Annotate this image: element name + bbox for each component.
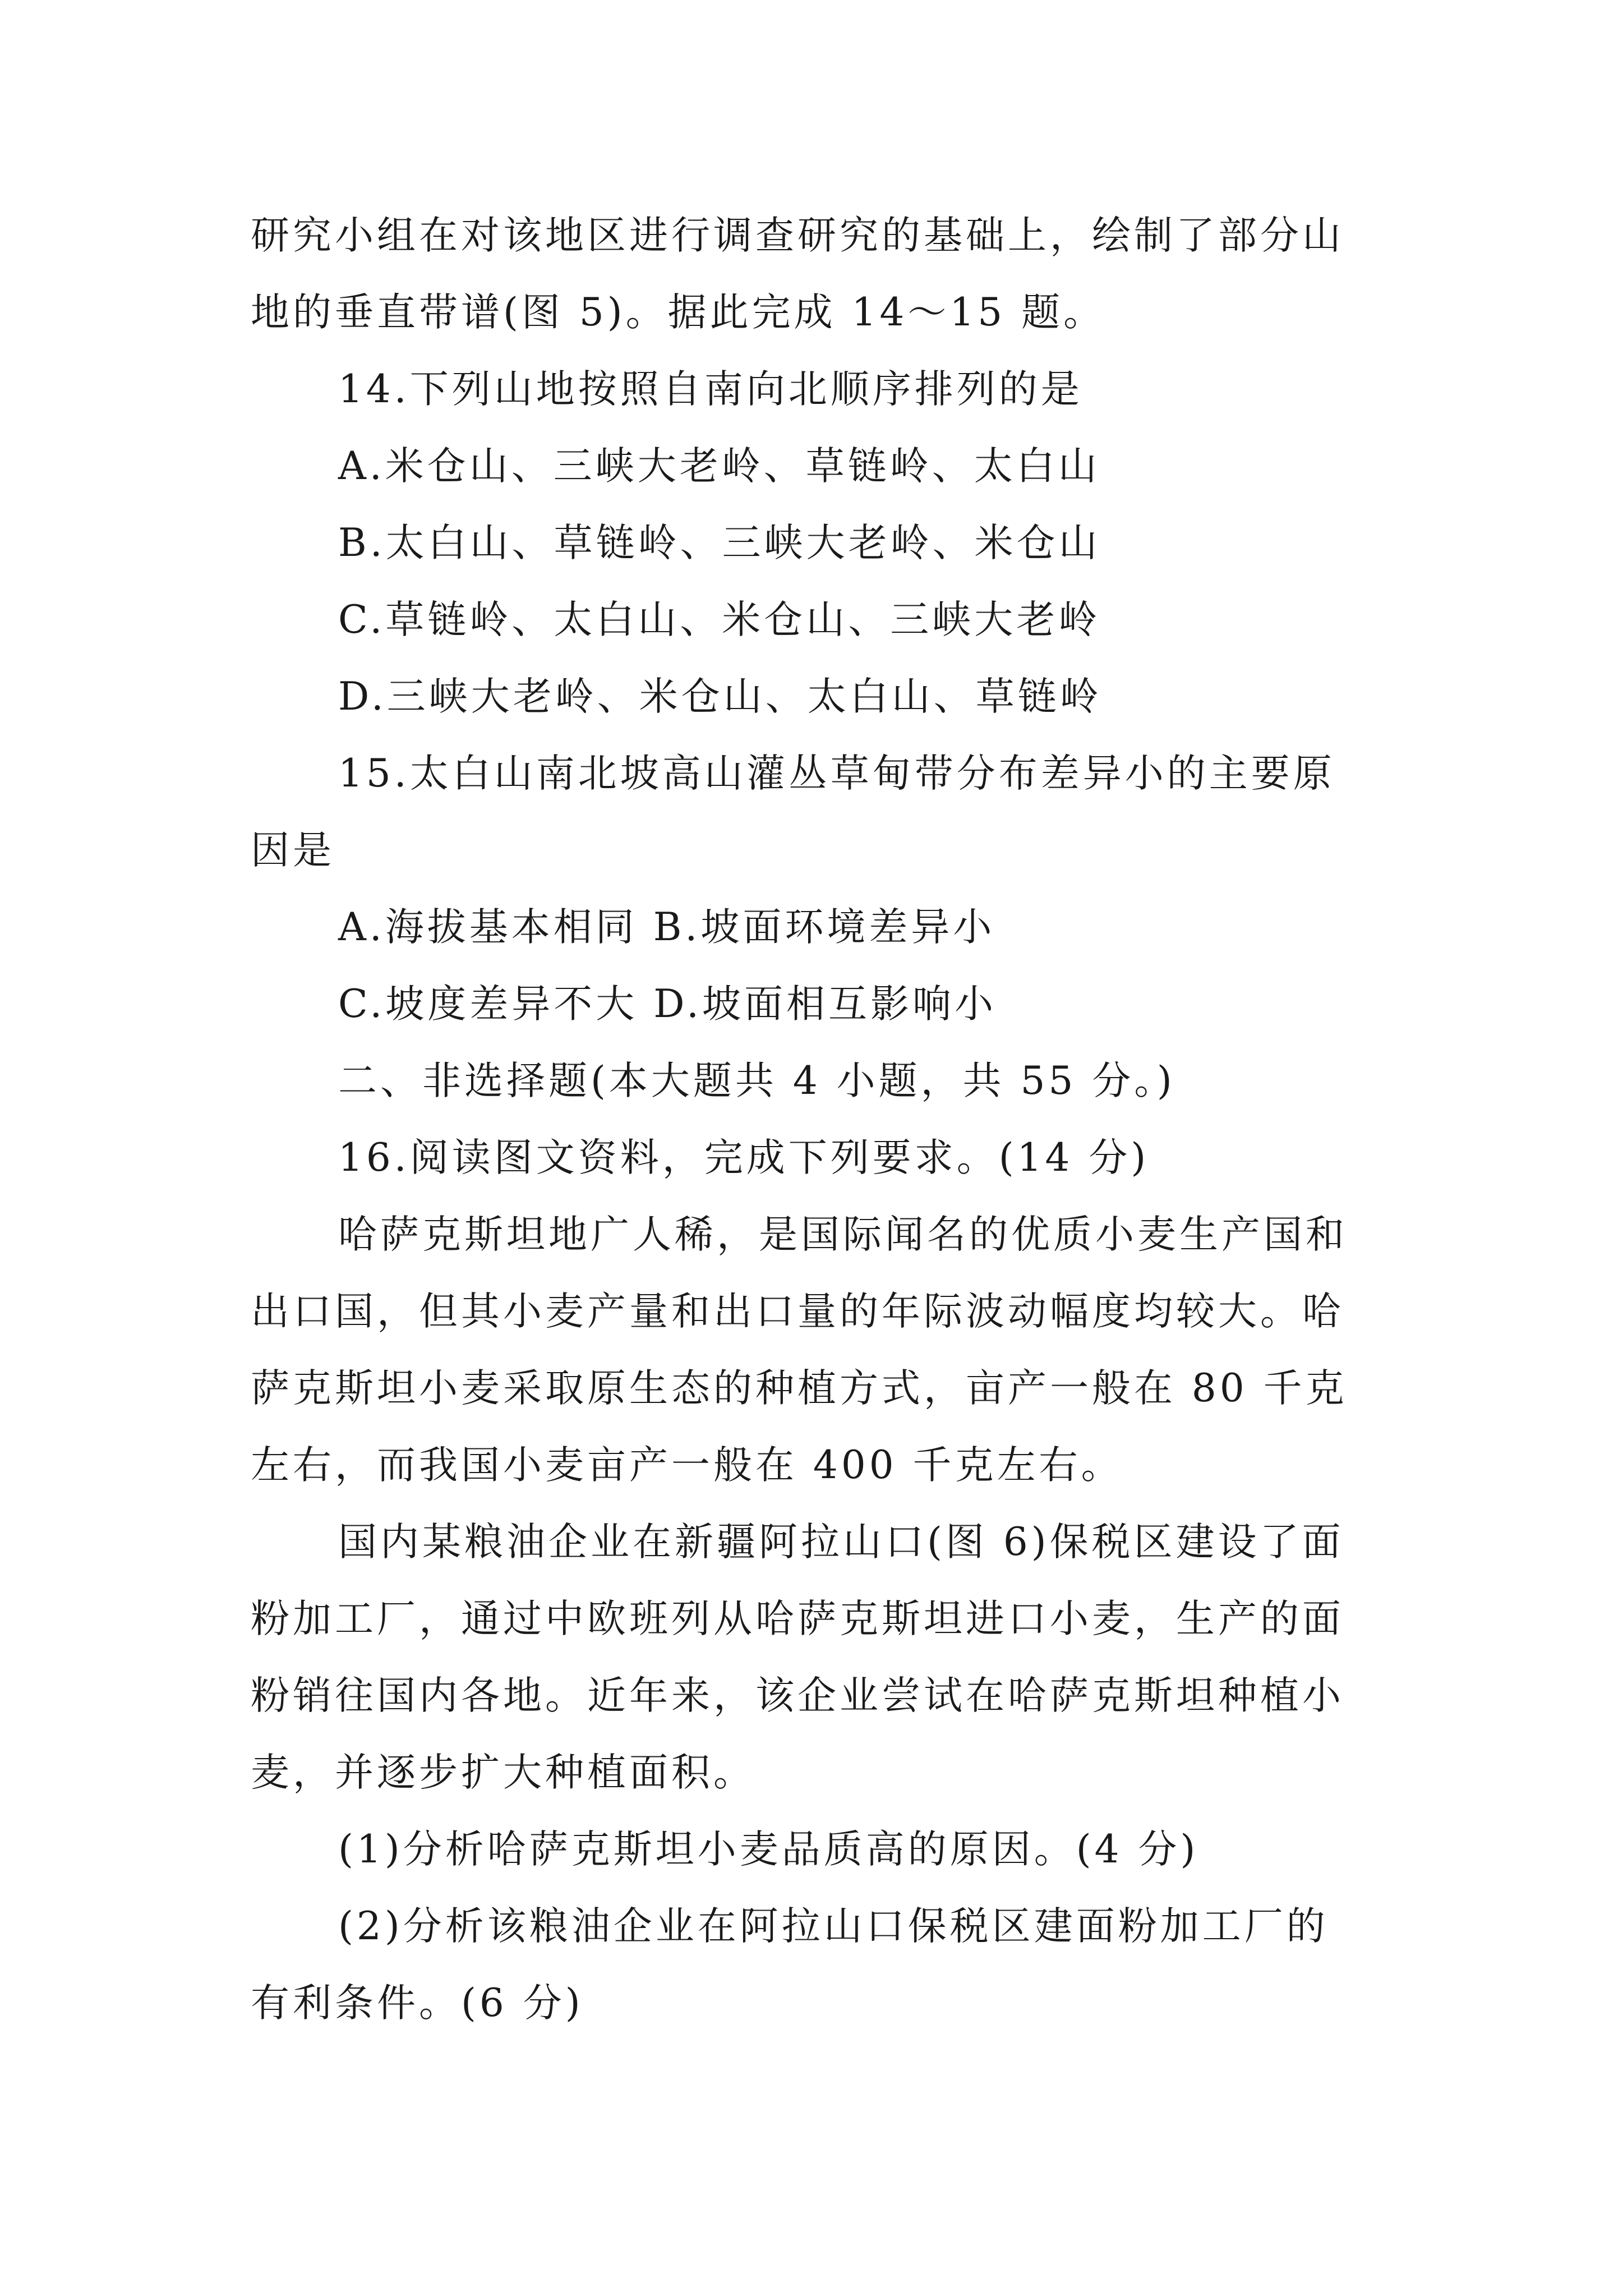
question-16: 16.阅读图文资料，完成下列要求。(14 分) [338, 1135, 1150, 1180]
option-14-c: C.草链岭、太白山、米仓山、三峡大老岭 [338, 597, 1101, 642]
paragraph-line: 粉加工厂，通过中欧班列从哈萨克斯坦进口小麦，生产的面 [251, 1596, 1344, 1641]
question-15: 15.太白山南北坡高山灌丛草甸带分布差异小的主要原 [338, 751, 1335, 796]
paragraph-line: 粉销往国内各地。近年来，该企业尝试在哈萨克斯坦种植小 [251, 1673, 1344, 1718]
text-line: 研究小组在对该地区进行调查研究的基础上，绘制了部分山 [251, 213, 1344, 258]
text-line: 地的垂直带谱(图 5)。据此完成 14～15 题。 [251, 290, 1106, 335]
paragraph-line: 出口国，但其小麦产量和出口量的年际波动幅度均较大。哈 [251, 1289, 1344, 1334]
sub-question-1: (1)分析哈萨克斯坦小麦品质高的原因。(4 分) [338, 1827, 1199, 1872]
option-14-a: A.米仓山、三峡大老岭、草链岭、太白山 [338, 444, 1100, 489]
sub-question-2: (2)分析该粮油企业在阿拉山口保税区建面粉加工厂的 [338, 1904, 1329, 1949]
paragraph-line: 哈萨克斯坦地广人稀，是国际闻名的优质小麦生产国和 [338, 1212, 1348, 1257]
option-14-b: B.太白山、草链岭、三峡大老岭、米仓山 [338, 521, 1101, 565]
paragraph-line: 麦，并逐步扩大种植面积。 [251, 1750, 755, 1795]
section-heading: 二、非选择题(本大题共 4 小题，共 55 分。) [338, 1059, 1175, 1103]
option-14-d: D.三峡大老岭、米仓山、太白山、草链岭 [338, 674, 1102, 719]
paragraph-line: 萨克斯坦小麦采取原生态的种植方式，亩产一般在 80 千克 [251, 1366, 1348, 1411]
paragraph-line: 国内某粮油企业在新疆阿拉山口(图 6)保税区建设了面 [338, 1520, 1344, 1565]
options-15-ab: A.海拔基本相同 B.坡面环境差异小 [338, 905, 995, 950]
text-line: 因是 [251, 828, 335, 873]
paragraph-line: 左右，而我国小麦亩产一般在 400 千克左右。 [251, 1443, 1123, 1488]
options-15-cd: C.坡度差异不大 D.坡面相互影响小 [338, 982, 997, 1027]
question-14: 14.下列山地按照自南向北顺序排列的是 [338, 367, 1083, 412]
text-line: 有利条件。(6 分) [251, 1981, 584, 2026]
